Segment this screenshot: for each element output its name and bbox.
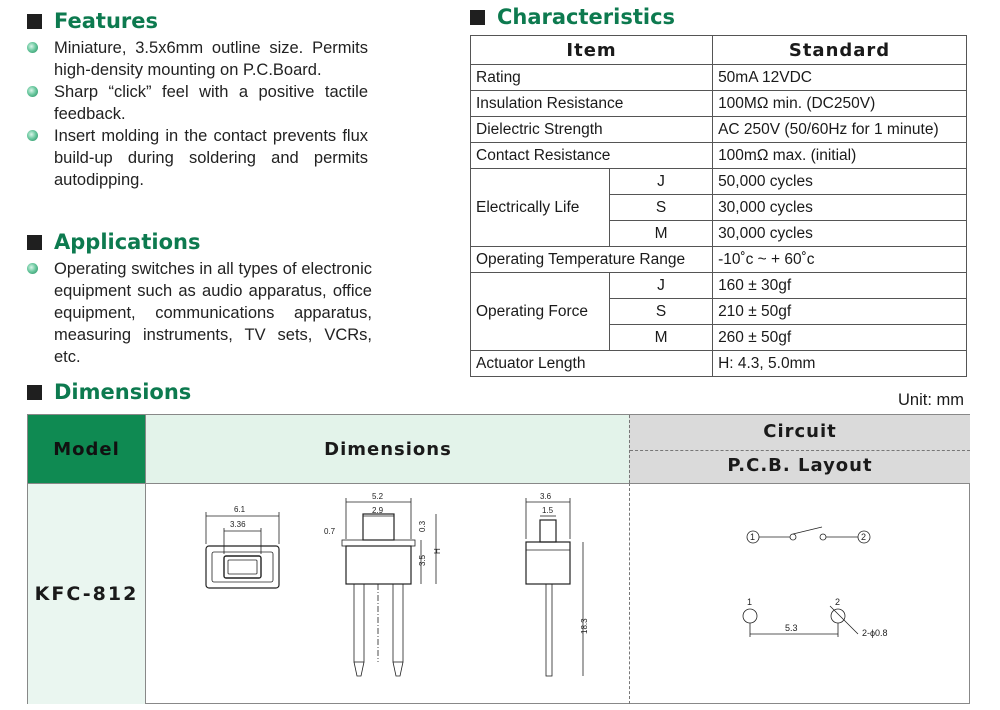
table-row: Contact Resistance 100mΩ max. (initial) — [471, 143, 967, 169]
features-list — [27, 37, 368, 191]
table-row: M 30,000 cycles — [471, 221, 967, 247]
table-header-row — [471, 36, 967, 65]
dim-label: 1.5 — [542, 506, 554, 515]
dim-label: 5.2 — [372, 492, 384, 501]
dim-label: 0.3 — [418, 520, 427, 532]
square-bullet-icon — [27, 14, 42, 29]
dimensions-heading: Dimensions — [27, 380, 191, 404]
dim-label: 3.5 — [418, 554, 427, 566]
dimensions-table — [27, 414, 970, 704]
square-bullet-icon — [27, 385, 42, 400]
circuit-drawing-svg — [630, 484, 970, 704]
characteristics-table — [470, 35, 967, 377]
dim-label: 6.1 — [234, 505, 246, 514]
pcb-layout-diagram — [743, 597, 888, 638]
front-view-drawing — [324, 492, 442, 676]
dim-label: 5.3 — [785, 623, 798, 633]
model-cell — [28, 483, 145, 704]
col-circuit-header — [629, 415, 970, 483]
col-standard-header: Standard — [713, 36, 967, 65]
table-row: Actuator Length H: 4.3, 5.0mm — [471, 351, 967, 377]
dim-label: H — [433, 548, 442, 554]
table-row: Dielectric Strength AC 250V (50/60Hz for 1 minute) — [471, 117, 967, 143]
features-heading: Features — [27, 9, 158, 33]
list-item: Sharp “click” feel with a positive tactile feedback. — [27, 81, 368, 125]
top-view-drawing — [206, 505, 279, 588]
square-bullet-icon — [470, 10, 485, 25]
pcb-layout-label: P.C.B. Layout — [727, 455, 873, 476]
bullet-icon — [27, 263, 38, 274]
bullet-icon — [27, 86, 38, 97]
characteristics-heading: Characteristics — [470, 5, 675, 29]
dim-label: 3.6 — [540, 492, 552, 501]
table-row: Rating 50mA 12VDC — [471, 65, 967, 91]
table-row: Operating Force J 160 ± 30gf — [471, 273, 967, 299]
table-row: Operating Temperature Range -10˚c ~ + 60˚c — [471, 247, 967, 273]
dimension-drawing-svg — [146, 484, 630, 704]
dim-label: 0.7 — [324, 527, 336, 536]
table-row: S 210 ± 50gf — [471, 299, 967, 325]
col-model-header: Model — [28, 415, 145, 483]
divider — [630, 450, 970, 451]
dimension-drawings — [145, 483, 630, 704]
applications-heading: Applications — [27, 230, 200, 254]
circuit-diagram — [747, 527, 870, 543]
side-view-drawing — [526, 492, 589, 676]
pin-label: 1 — [750, 532, 756, 542]
list-item: Miniature, 3.5x6mm outline size. Permits high-density mounting on P.C.Board. — [27, 37, 368, 81]
dim-label: 2.9 — [372, 506, 384, 515]
dim-label: 3.36 — [230, 520, 246, 529]
col-dimensions-header: Dimensions — [145, 415, 630, 483]
table-row: Insulation Resistance 100MΩ min. (DC250V) — [471, 91, 967, 117]
col-item-header: Item — [471, 36, 713, 65]
table-row: Electrically Life J 50,000 cycles — [471, 169, 967, 195]
list-item: Insert molding in the contact prevents flux build-up during soldering and permits autodipping. — [27, 125, 368, 191]
dim-label: 18.3 — [580, 618, 589, 634]
applications-list — [27, 258, 372, 368]
table-row: M 260 ± 50gf — [471, 325, 967, 351]
list-item: Operating switches in all types of electronic equipment such as audio apparatus, office equipment, communications apparatus, measuring instruments, TV sets, VCRs, etc. — [27, 258, 372, 368]
circuit-pcb-cell — [629, 483, 970, 704]
pin-label: 1 — [747, 597, 753, 607]
square-bullet-icon — [27, 235, 42, 250]
table-row: S 30,000 cycles — [471, 195, 967, 221]
model-name: KFC-812 — [34, 583, 139, 605]
pin-label: 2 — [861, 532, 867, 542]
bullet-icon — [27, 42, 38, 53]
circuit-label: Circuit — [763, 421, 837, 442]
hole-label: 2-ϕ0.8 — [862, 628, 888, 638]
unit-label: Unit: mm — [898, 391, 964, 409]
pin-label: 2 — [835, 597, 841, 607]
bullet-icon — [27, 130, 38, 141]
